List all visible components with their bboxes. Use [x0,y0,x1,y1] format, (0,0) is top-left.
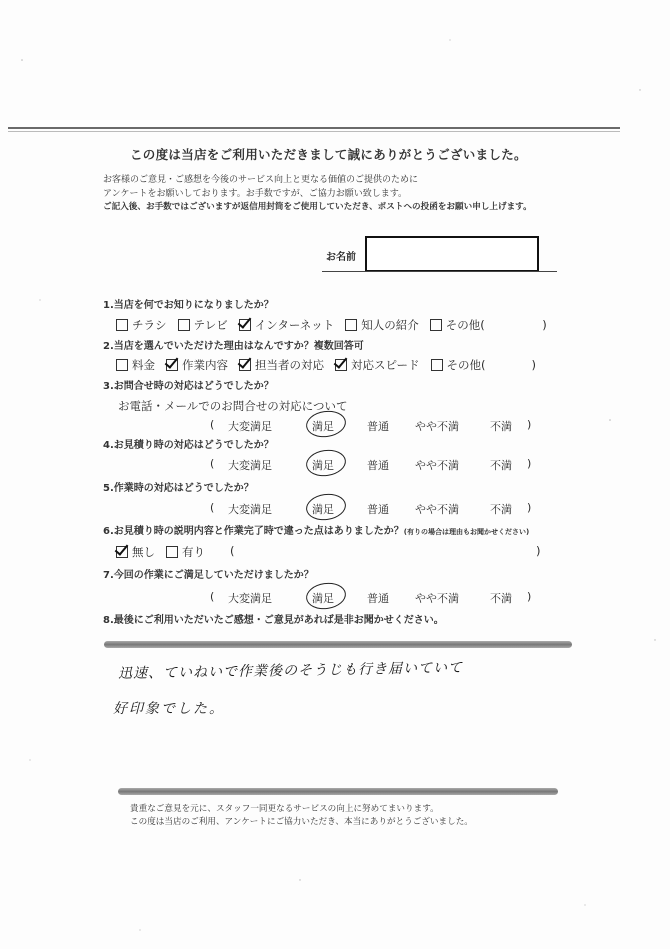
paren-close: ) [527,418,532,431]
rating-neutral[interactable]: 普通 [367,592,389,605]
q3-label: 3.お問合せ時の対応はどうでしたか？ [103,381,274,392]
paren-open: ( [210,418,215,431]
rating-very-satisfied[interactable]: 大変満足 [228,592,272,605]
checkbox[interactable] [116,359,128,371]
name-underline [322,271,557,272]
footer-line-2: この度は当店のご利用、アンケートにご協力いただき、本当にありがとうございました。 [130,817,473,827]
selection-circle [304,491,347,522]
q1-label: 1.当店を何でお知りになりましたか？ [103,300,274,311]
q2-label: 2.当店を選んでいただけた理由はなんですか？複数回答可 [103,341,364,352]
q1-option-referral[interactable]: 知人の紹介 [345,317,419,333]
name-redaction-box [365,236,539,272]
checkbox-checked[interactable] [166,359,178,371]
rating-satisfied[interactable]: 満足 [312,418,334,434]
checkbox[interactable] [345,319,357,331]
rating-very-satisfied[interactable]: 大変満足 [228,503,272,516]
q2-option-other[interactable]: その他( ) [431,357,536,373]
checkbox-checked[interactable] [239,319,251,331]
rating-somewhat-dissatisfied[interactable]: やや不満 [415,592,459,605]
q7-label: 7.今回の作業にご満足していただけましたか？ [103,570,314,581]
q2-option-speed[interactable]: 対応スピード [335,357,420,373]
rating-somewhat-dissatisfied[interactable]: やや不満 [415,459,459,472]
rating-satisfied[interactable]: 満足 [312,590,334,606]
q8-label: 8.最後にご利用いただいたご感想・ご意見があれば是非お聞かせください。 [103,615,444,626]
paren-open: ( [210,457,215,470]
comment-divider [104,641,572,648]
checkbox-checked[interactable] [239,359,251,371]
checkbox[interactable] [431,359,443,371]
rating-satisfied[interactable]: 満足 [312,501,334,517]
selection-circle [304,447,347,478]
footer-line-1: 貴重なご意見を元に、スタッフ一同更なるサービスの向上に努めてまいります。 [130,804,439,814]
selection-circle [304,580,347,611]
rating-very-satisfied[interactable]: 大変満足 [228,420,272,433]
rating-neutral[interactable]: 普通 [367,503,389,516]
rating-dissatisfied[interactable]: 不満 [490,503,512,516]
rating-satisfied[interactable]: 満足 [312,457,334,473]
q6-reason-paren-close: ) [536,544,541,558]
q2-option-staff[interactable]: 担当者の対応 [239,357,324,373]
q7-rating[interactable] [210,590,536,608]
paren-close: ) [527,457,532,470]
q1-option-tv[interactable]: テレビ [178,317,228,333]
q6-option-yes[interactable]: 有り [166,544,205,560]
paren-open: ( [210,501,215,514]
name-label: お名前 [326,252,356,263]
handwritten-comment-line-1: 迅速、ていねいで作業後のそうじも行き届いていて [117,659,464,683]
q4-label: 4.お見積り時の対応はどうでしたか？ [103,440,274,451]
intro-line-2: アンケートをお願いしております。お手数ですが、ご協力お願い致します。 [103,189,408,199]
q1-option-flyer[interactable]: チラシ [116,317,167,333]
handwritten-comment-line-2: 好印象でした。 [113,701,225,717]
checkbox[interactable] [166,546,178,558]
q6-options [116,544,205,560]
q2-option-price[interactable]: 料金 [116,357,155,373]
q4-rating[interactable] [210,457,536,475]
rating-somewhat-dissatisfied[interactable]: やや不満 [415,420,459,433]
checkbox-checked[interactable] [335,359,347,371]
top-divider [8,127,620,129]
checkbox[interactable] [430,319,442,331]
rating-neutral[interactable]: 普通 [367,459,389,472]
survey-headline: この度は当店をご利用いただきまして誠にありがとうございました。 [130,147,527,162]
paren-open: ( [210,590,215,603]
footer-divider [118,788,558,795]
q6-reason-paren-open: ( [230,544,235,558]
rating-dissatisfied[interactable]: 不満 [490,592,512,605]
checkbox-checked[interactable] [116,546,128,558]
paren-close: ) [527,501,532,514]
q3-rating[interactable] [210,418,536,436]
q6-note: (有りの場合は理由もお聞かせください) [403,528,530,536]
intro-line-3: ご記入後、お手数ではございますが返信用封筒をご使用していただき、ポストへの投函をお願い申し上げます。 [103,202,532,212]
rating-somewhat-dissatisfied[interactable]: やや不満 [415,503,459,516]
q1-options [116,317,547,333]
q1-option-other[interactable]: その他( ) [430,317,547,333]
q1-option-internet[interactable]: インターネット [239,317,334,333]
rating-dissatisfied[interactable]: 不満 [490,420,512,433]
checkbox[interactable] [178,319,190,331]
rating-dissatisfied[interactable]: 不満 [490,459,512,472]
rating-neutral[interactable]: 普通 [367,420,389,433]
q3-sub-label: お電話・メールでのお問合せの対応について [118,399,348,413]
q5-rating[interactable] [210,501,536,519]
q6-label: 6.お見積り時の説明内容と作業完了時で違った点はありましたか？(有りの場合は理由もお聞かせください) [103,526,530,537]
paren-close: ) [527,590,532,603]
q2-options [116,357,536,373]
q2-option-work[interactable]: 作業内容 [166,357,228,373]
rating-very-satisfied[interactable]: 大変満足 [228,459,272,472]
q5-label: 5.作業時の対応はどうでしたか？ [103,483,254,494]
q6-option-none[interactable]: 無し [116,544,155,560]
top-divider-shadow [8,131,620,132]
checkbox[interactable] [116,319,128,331]
intro-line-1: お客様のご意見・ご感想を今後のサービス向上と更なる価値のご提供のために [103,175,419,185]
